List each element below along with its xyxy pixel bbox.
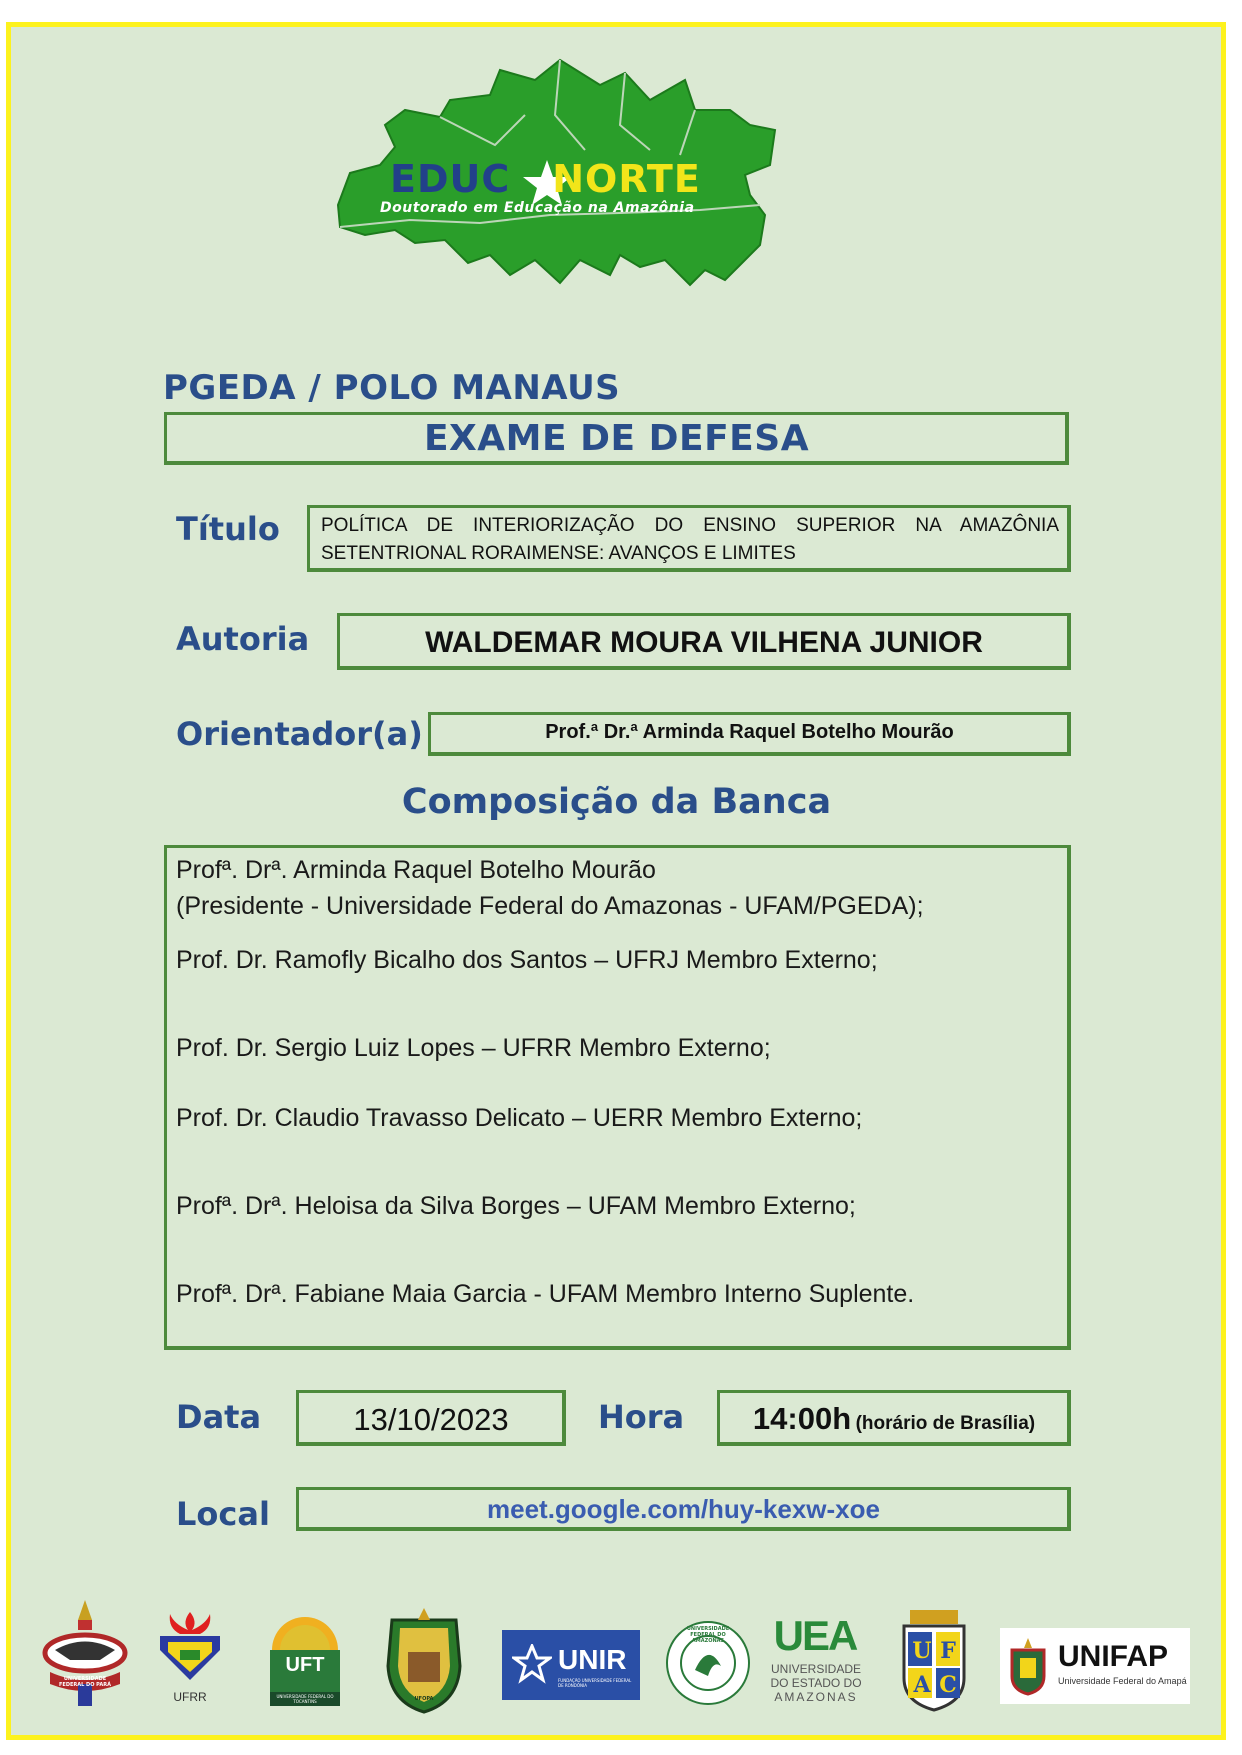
unir-name: UNIR (558, 1644, 627, 1675)
unir-subname: FUNDAÇÃO UNIVERSIDADE FEDERAL DE RONDÔNIA (558, 1678, 632, 1688)
logo-brand-left: EDUC (390, 157, 511, 201)
autoria-value: WALDEMAR MOURA VILHENA JUNIOR (425, 626, 983, 659)
program-title: PGEDA / POLO MANAUS (163, 368, 621, 408)
banca-member: (Presidente - Universidade Federal do Amazonas - UFAM/PGEDA); (176, 892, 924, 920)
ufrr-name: UFRR (173, 1690, 207, 1704)
unifap-crest-icon (1008, 1636, 1048, 1696)
unifap-subname: Universidade Federal do Amapá (1058, 1676, 1187, 1686)
ufac-letter-a: A (913, 1672, 931, 1698)
titulo-line2: SETENTRIONAL RORAIMENSE: AVANÇOS E LIMITES (321, 543, 796, 564)
banca-member: Profª. Drª. Fabiane Maia Garcia - UFAM Membro Interno Suplente. (176, 1280, 915, 1308)
ufpa-name: UNIVERSIDADE FEDERAL DO PARÁ (59, 1676, 111, 1688)
ufam-name: UNIVERSIDADE FEDERAL DO AMAZONAS (686, 1626, 730, 1644)
banca-title: Composição da Banca (401, 782, 832, 822)
banca-member: Profª. Drª. Arminda Raquel Botelho Mourão (176, 856, 656, 884)
ufac-letter-c: C (939, 1672, 957, 1698)
hora-label: Hora (598, 1398, 685, 1436)
titulo-line1: POLÍTICA DE INTERIORIZAÇÃO DO ENSINO SUPERIOR NA AMAZÔNIA (321, 515, 1059, 536)
ufopa-logo (378, 1606, 470, 1714)
uea-name: UEA (773, 1612, 857, 1659)
logo-brand-right: NORTE (552, 157, 701, 201)
uea-line3: AMAZONAS (774, 1690, 858, 1704)
unifap-logo (1000, 1628, 1190, 1704)
banca-member: Profª. Drª. Heloisa da Silva Borges – UFAM Membro Externo; (176, 1192, 856, 1220)
banca-member: Prof. Dr. Claudio Travasso Delicato – UERR Membro Externo; (176, 1104, 863, 1132)
local-label: Local (176, 1495, 270, 1533)
hora-note: (horário de Brasília) (855, 1413, 1036, 1434)
unifap-name: UNIFAP (1058, 1640, 1169, 1673)
unir-logo (502, 1630, 640, 1700)
banca-list (176, 852, 1056, 1312)
titulo-label: Título (176, 510, 280, 548)
uea-line2: DO ESTADO DO (770, 1676, 862, 1690)
event-title: EXAME DE DEFESA (423, 418, 810, 459)
autoria-label: Autoria (176, 620, 310, 658)
ufac-letter-u: U (912, 1638, 932, 1664)
educ-norte-logo (320, 55, 790, 300)
ufac-letter-f: F (940, 1638, 956, 1664)
logo-tagline: Doutorado em Educação na Amazônia (380, 200, 695, 216)
hora-text (717, 1401, 1071, 1437)
banca-member: Prof. Dr. Ramofly Bicalho dos Santos – UFRJ Membro Externo; (176, 946, 878, 974)
ufpa-seal-icon (40, 1598, 130, 1710)
uft-subname: UNIVERSIDADE FEDERAL DO TOCANTINS (276, 1694, 334, 1704)
orientador-value: Prof.ª Dr.ª Arminda Raquel Botelho Mourão (545, 721, 954, 743)
data-label: Data (176, 1398, 262, 1436)
data-value: 13/10/2023 (353, 1402, 509, 1437)
uea-logo (770, 1612, 870, 1712)
banca-member: Prof. Dr. Sergio Luiz Lopes – UFRR Membro Externo; (176, 1034, 771, 1062)
ufam-logo (665, 1620, 751, 1706)
uft-logo (260, 1610, 350, 1710)
uft-name: UFT (285, 1654, 325, 1676)
ufac-shield-icon (896, 1608, 972, 1714)
ufac-logo (896, 1608, 972, 1714)
meet-link[interactable]: meet.google.com/huy-kexw-xoe (487, 1494, 880, 1524)
ufrr-logo (150, 1610, 230, 1706)
ufrr-shield-icon (150, 1610, 230, 1682)
orientador-label: Orientador(a) (176, 715, 423, 753)
uea-line1: UNIVERSIDADE (770, 1662, 862, 1676)
unir-star-icon (512, 1644, 552, 1684)
ufopa-name: UFOPA (414, 1696, 434, 1702)
hora-value: 14:00h (752, 1401, 852, 1436)
ufpa-logo (40, 1598, 130, 1710)
